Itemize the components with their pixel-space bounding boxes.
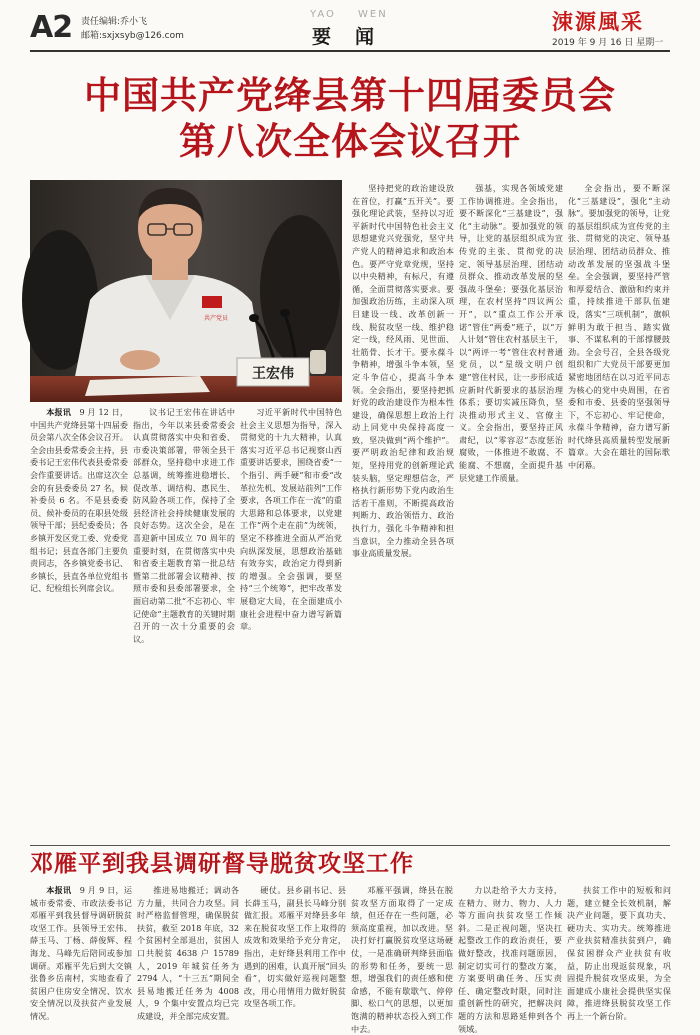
article2-col6-text: 扶贫工作中的短板和问题，建立健全长效机制，解决产业问题，要下真功夫、硬功夫、实功夫。统筹推进产业扶贫精准扶贫到户，确保贫困群众产业扶贫有收益，防止出现返贫现象，巩固提升脱贫攻坚成果，为全面建成小康社会提供坚实保障，推进绛县脱贫攻坚工作再上一个新台阶。 [567,885,671,1021]
article1-column-6 [568,182,670,842]
badge-caption: 共产党员 [204,315,229,322]
news-photo [30,180,342,402]
article-divider [30,845,670,846]
article2-column-1 [30,884,132,1021]
article1-byline: 本报讯 [46,407,72,417]
article2-headline: 邓雁平到我县调研督导脱贫攻坚工作 [30,851,414,877]
article1-column-4 [352,182,454,842]
page-number: A2 [30,10,73,45]
article2-col5-text: 力以赴给予大力支持，在精力、财力、物力、人力等方面向扶贫攻坚工作倾斜。二是正视问题，坚决扛起整改工作的政治责任，要做好整改，找准问题原因，制定切实可行的整改方案，方案要明确任务、压实责任、确定整改时限，同时注重创新性的研究，把解决问题的方法和思路延伸到各个领域。 [458,885,562,1034]
article1-col6-text: 全会指出，要不断深化“三基建设”，强化“主动脉”。要加强党的领导，让党的基层组织成为宣传党的主张、贯彻党的决定、领导基层治理、团结动员群众、推动改革发展的坚强战斗堡垒。全会强调，要坚持严管和厚爱结合、激励和约束并重，持续推进干部队伍建设，落实“三项机制”，旗帜鲜明为敢于担当、踏实做事、不谋私利的干部撑腰鼓劲。全会号召，全县各级党组织和广大党员干部要更加紧密地团结在以习近平同志为核心的党中央周围，在省委和市委、县委的坚强领导下，不忘初心、牢记使命，永葆斗争精神，奋力谱写新时代绛县高质量转型发展新篇章。大会在雄壮的国际歌中闭幕。 [568,183,670,471]
article2-column-5 [458,884,562,1034]
section-title: 要闻 [312,26,399,48]
article1-col3-text: 习近平新时代中国特色社会主义思想为指导，深入贯彻党的十九大精神，认真落实习近平总书记视察山西重要讲话要求，围绕省委“一个指引、两手硬”和市委“改革拉先机、发展站前列”工作要求，各项工作在一流”的重大思路和总体要求，以党建工作“两个走在前”为统领，坚定不移推进全面从严治党向纵深发展，思想政治基础有效夯实，政治定力得到新的增强。全会强调，要坚持“三个统筹”，把牢改革发展稳定大局，在全面建成小康社会进程中奋力谱写新篇章。 [240,407,342,632]
article2-column-2 [137,884,239,1021]
nameplate-text: 王宏伟 [252,366,294,382]
article1-col2-text: 议书记王宏伟在讲话中指出，今年以来县委常委会认真贯彻落实中央和省委、市委决策部署，带领全县干部群众，坚持稳中求进工作总基调，统筹推进稳增长、促改革、调结构、惠民生、防风险各项工作，保持了全县经济社会持续健康发展的良好态势。这次全会，是在喜迎新中国成立 70 周年的重要时刻，在贯彻落实中央和省委主题教育第一批总结暨第二批部署会议精神、按照市委和县委部署要求，全面启动第二批“不忘初心、牢记使命”主题教育的关键时期召开的一次十分重要的会议。 [133,407,235,644]
article2-col1-text: 9 月 9 日，运城市委常委、市政法委书记邓雁平到我县督导调研脱贫攻坚工作。县领导王宏伟、薛玉马、丁杨、薛俊辉、程海龙、马峰先后陪同或参加调研。邓雁平先后到大交镇张鲁乡岳南村，实地查看了贫困户住房安全情况、饮水安全情况以及扶贫产业发展情况。 [30,885,132,1021]
article2-column-3 [244,884,346,1009]
editor-line: 责任编辑:乔小飞 [81,17,148,27]
article2-column-4 [351,884,453,1034]
article1-col5-text: 强基，实现各领域党建工作协调推进。全会指出，要不断深化“三基建设”，强化“主动脉”。要加强党的领导，让党的基层组织成为宣传党的主张、贯彻党的决定、领导基层治理、团结动员群众、推动改革发展的坚强战斗堡垒；要强化基层治理，在农村坚持“四议两公开”，以“重点工作公开承诺”管住“两委”班子，以“万人计划”管住农村基层主干，以“两评一考”管住农村普通党员，以“星级文明户创建”管住村民，让一步形成适应新时代新要求的基层治理体系；要切实减压降负，坚决推动形式主义、官僚主义。全会指出，要坚持正风肃纪，以“零容忍”态度惩治腐败，一体推进不敢腐、不能腐、不想腐，全面提升基层党建工作质量。 [459,183,563,483]
headline-line-1: 中国共产党绛县第十四届委员会 [84,74,616,117]
article2-col3-text: 硬仗。县乡副书记、县长薛玉马，副县长马峰分别做汇报。邓雁平对绛县多年来在脱贫攻坚工作上取得的成效和效果给予充分肯定，指出，走好绛县利用工作中遇到的困难，认真开展“回头看”，切实做好巡视问题整改，用心用情用力做好脱贫攻坚各项工作。 [244,885,346,1009]
meeting-photo-illustration [30,180,342,402]
article2-col2-text: 推进易地搬迁；调动各方力量，共同合力攻坚。同时严格监督管理，确保脱贫扶贫，截至 2018 年底，32 个贫困村全部退出，贫困人口共脱贫 4638 户 15789 人，2019 年城贫任务为 2794 人，“十三五”期间全县易地搬迁任务为 4008 人，9 个集中安置点均已完成建设，并全部完成安置。 [137,885,239,1021]
headline-line-2: 第八次全体会议召开 [179,120,521,163]
header-divider [30,50,670,52]
page-header [0,0,700,52]
article1-column-1 [30,406,128,842]
article2-byline: 本报讯 [46,885,72,895]
section-english-1: YAO [310,9,336,20]
article1-column-5 [459,182,563,842]
article1-column-2 [133,406,235,842]
article1-col4-text: 坚持把党的政治建设放在首位，打赢“五开关”。要强化理论武装，坚持以习近平新时代中国特色社会主义思想建党兴党强党，坚守共产党人的精神追求和政治本色。要严守党章党规，坚持以中央精神，有标尺，有遵循，全面贯彻落实要求。要加强政治历练，主动深入项目建设一线、改革创新一线、脱贫攻坚一线、维护稳定一线，经风雨、见世面、壮筋骨、长才干。要永葆斗争精神，增强斗争本领，坚定斗争信心，提高斗争本领。全会指出，要坚持把抓好党的政治建设作为根本性建设，确保思想上政治上行动上同党中央保持高度一致，坚决做到“两个维护”。要严明政治纪律和政治规矩，坚持用党的创新理论武装头脑，坚定理想信念，严格执行新形势下党内政治生活若干准则，不断提高政治判断力、政治领悟力、政治执行力，强化斗争精神和担当意识，全力推动全县各项事业高质量发展。 [352,183,454,559]
article2-column-6 [567,884,671,1021]
newspaper-masthead: 涑源風采 [552,9,644,34]
article1-column-3 [240,406,342,842]
article2-col4-text: 邓雁平强调，绛县在脱贫攻坚方面取得了一定成绩，但还存在一些问题，必须高度重视，加以改进。坚决打好打赢脱贫攻坚这场硬仗，一是准确研判绛县面临的形势和任务，要统一思想，增强我们的责任感和使命感，不能有歇歇气、停停脚、松口气的思想，以更加饱满的精神状态投入到工作中去。 [351,885,453,1034]
section-english-2: WEN [358,9,388,20]
article1-col1-text: 9 月 12 日，中国共产党绛县第十四届委员会第八次全体会议召开。全会由县委常委会主持，县委书记王宏伟代表县委常委会作重要讲话。出席这次全会的有县委委员 27 名，候补委员 6 名。不是县委委员、候补委员的在职县处级领导干部；县纪委委员；各乡镇开发区党工委、党委党组书记；县直各部门主要负责同志，各乡镇党委书记、乡镇长，县直各单位党组书记、纪检组长列席会议。 [30,407,128,594]
email-line: 邮箱:sxjxsyb@126.com [81,31,184,41]
issue-date: 2019 年 9 月 16 日 星期一 [552,38,664,48]
